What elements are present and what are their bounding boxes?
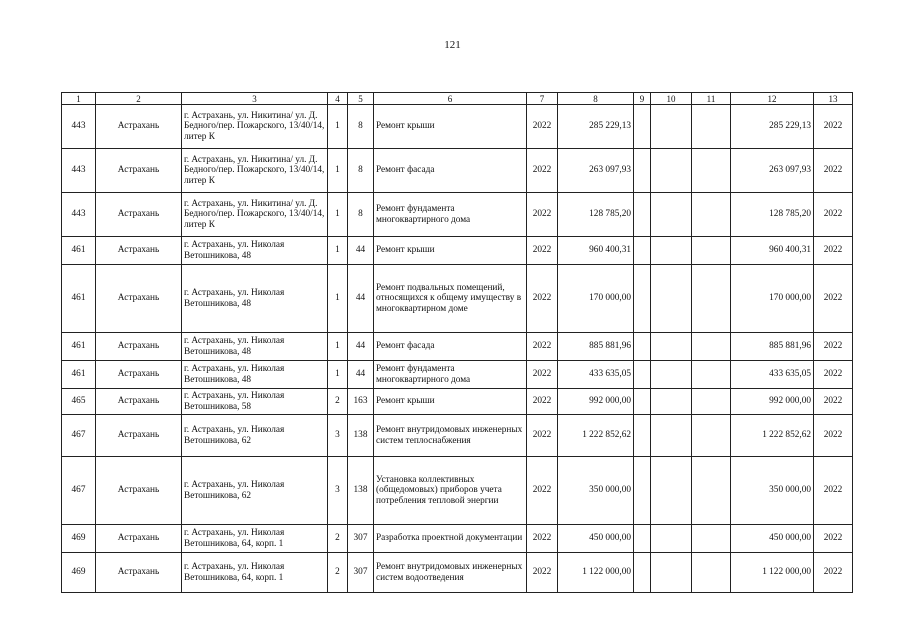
table-cell-col-1: 461 <box>62 265 96 333</box>
table-cell-col-3: г. Астрахань, ул. Никитина/ ул. Д. Бедного/пер. Пожарского, 13/40/14, литер К <box>182 193 328 237</box>
table-cell-col-12: 433 635,05 <box>731 361 814 389</box>
table-cell-col-2: Астрахань <box>96 361 182 389</box>
column-number-9: 9 <box>634 93 651 105</box>
table-cell-col-3: г. Астрахань, ул. Николая Ветошникова, 48 <box>182 361 328 389</box>
table-cell-col-8: 350 000,00 <box>558 457 634 525</box>
table-cell-col-9 <box>634 193 651 237</box>
table-cell-col-11 <box>692 105 731 149</box>
table-cell-col-8: 450 000,00 <box>558 525 634 553</box>
table-cell-col-11 <box>692 237 731 265</box>
table-cell-col-9 <box>634 265 651 333</box>
column-number-7: 7 <box>527 93 558 105</box>
table-cell-col-11 <box>692 265 731 333</box>
table-cell-col-8: 433 635,05 <box>558 361 634 389</box>
table-cell-col-8: 263 097,93 <box>558 149 634 193</box>
table-cell-col-4: 1 <box>328 333 348 361</box>
table-cell-col-6: Ремонт крыши <box>374 237 527 265</box>
table-cell-col-2: Астрахань <box>96 105 182 149</box>
table-cell-col-8: 1 222 852,62 <box>558 415 634 457</box>
table-cell-col-11 <box>692 361 731 389</box>
table-cell-col-12: 285 229,13 <box>731 105 814 149</box>
table-cell-col-1: 465 <box>62 389 96 415</box>
table-row <box>62 149 853 193</box>
table-cell-col-11 <box>692 525 731 553</box>
table-cell-col-5: 44 <box>348 361 374 389</box>
table-cell-col-4: 1 <box>328 193 348 237</box>
table-cell-col-10 <box>651 361 692 389</box>
table-cell-col-5: 307 <box>348 525 374 553</box>
table-cell-col-7: 2022 <box>527 105 558 149</box>
table-cell-col-3: г. Астрахань, ул. Николая Ветошникова, 62 <box>182 415 328 457</box>
table-cell-col-12: 1 222 852,62 <box>731 415 814 457</box>
table-cell-col-5: 163 <box>348 389 374 415</box>
table-cell-col-10 <box>651 415 692 457</box>
table-cell-col-5: 8 <box>348 149 374 193</box>
table-cell-col-4: 1 <box>328 149 348 193</box>
table-cell-col-8: 1 122 000,00 <box>558 553 634 593</box>
table-cell-col-2: Астрахань <box>96 457 182 525</box>
table-cell-col-8: 170 000,00 <box>558 265 634 333</box>
table-cell-col-12: 350 000,00 <box>731 457 814 525</box>
table-cell-col-9 <box>634 361 651 389</box>
table-cell-col-7: 2022 <box>527 193 558 237</box>
table-cell-col-9 <box>634 149 651 193</box>
table-cell-col-5: 44 <box>348 333 374 361</box>
table-cell-col-11 <box>692 149 731 193</box>
table-cell-col-11 <box>692 457 731 525</box>
table-cell-col-13: 2022 <box>814 149 853 193</box>
table-cell-col-3: г. Астрахань, ул. Николая Ветошникова, 58 <box>182 389 328 415</box>
table-cell-col-10 <box>651 525 692 553</box>
table-cell-col-3: г. Астрахань, ул. Николая Ветошникова, 48 <box>182 265 328 333</box>
table-cell-col-2: Астрахань <box>96 149 182 193</box>
table-cell-col-9 <box>634 237 651 265</box>
table-cell-col-6: Ремонт крыши <box>374 389 527 415</box>
table-cell-col-12: 450 000,00 <box>731 525 814 553</box>
table-cell-col-4: 1 <box>328 265 348 333</box>
table-cell-col-13: 2022 <box>814 105 853 149</box>
table-cell-col-13: 2022 <box>814 553 853 593</box>
table-row <box>62 193 853 237</box>
table-cell-col-4: 2 <box>328 553 348 593</box>
table-cell-col-13: 2022 <box>814 333 853 361</box>
table-cell-col-6: Ремонт фундамента многоквартирного дома <box>374 193 527 237</box>
table-row <box>62 237 853 265</box>
table-cell-col-7: 2022 <box>527 457 558 525</box>
table-cell-col-13: 2022 <box>814 361 853 389</box>
table-cell-col-3: г. Астрахань, ул. Николая Ветошникова, 64, корп. 1 <box>182 525 328 553</box>
table-cell-col-7: 2022 <box>527 361 558 389</box>
table-cell-col-9 <box>634 553 651 593</box>
column-number-1: 1 <box>62 93 96 105</box>
table-cell-col-4: 1 <box>328 105 348 149</box>
table-cell-col-1: 467 <box>62 415 96 457</box>
table-cell-col-2: Астрахань <box>96 553 182 593</box>
table-cell-col-13: 2022 <box>814 237 853 265</box>
table-cell-col-6: Ремонт фасада <box>374 149 527 193</box>
table-cell-col-5: 138 <box>348 415 374 457</box>
program-table <box>61 92 853 593</box>
table-cell-col-4: 3 <box>328 457 348 525</box>
table-cell-col-3: г. Астрахань, ул. Никитина/ ул. Д. Бедного/пер. Пожарского, 13/40/14, литер К <box>182 105 328 149</box>
table-cell-col-6: Ремонт фасада <box>374 333 527 361</box>
table-cell-col-2: Астрахань <box>96 237 182 265</box>
table-cell-col-12: 960 400,31 <box>731 237 814 265</box>
column-number-4: 4 <box>328 93 348 105</box>
table-cell-col-11 <box>692 193 731 237</box>
table-cell-col-5: 8 <box>348 193 374 237</box>
table-cell-col-5: 44 <box>348 237 374 265</box>
table-cell-col-5: 307 <box>348 553 374 593</box>
table-cell-col-8: 960 400,31 <box>558 237 634 265</box>
table-row <box>62 265 853 333</box>
table-row <box>62 553 853 593</box>
table-cell-col-1: 469 <box>62 525 96 553</box>
table-row <box>62 361 853 389</box>
table-cell-col-1: 467 <box>62 457 96 525</box>
table-cell-col-1: 461 <box>62 237 96 265</box>
table-cell-col-12: 885 881,96 <box>731 333 814 361</box>
table-cell-col-4: 1 <box>328 237 348 265</box>
table-row <box>62 105 853 149</box>
table-row <box>62 389 853 415</box>
table-cell-col-3: г. Астрахань, ул. Николая Ветошникова, 48 <box>182 237 328 265</box>
table-cell-col-10 <box>651 149 692 193</box>
table-cell-col-10 <box>651 553 692 593</box>
table-cell-col-10 <box>651 389 692 415</box>
table-cell-col-1: 443 <box>62 149 96 193</box>
table-cell-col-2: Астрахань <box>96 265 182 333</box>
table-cell-col-7: 2022 <box>527 553 558 593</box>
table-cell-col-9 <box>634 333 651 361</box>
page-number: 121 <box>444 39 461 51</box>
table-cell-col-10 <box>651 457 692 525</box>
table-cell-col-6: Ремонт внутридомовых инженерных систем теплоснабжения <box>374 415 527 457</box>
table-cell-col-4: 1 <box>328 361 348 389</box>
table-cell-col-1: 443 <box>62 193 96 237</box>
column-number-10: 10 <box>651 93 692 105</box>
table-cell-col-3: г. Астрахань, ул. Николая Ветошникова, 64, корп. 1 <box>182 553 328 593</box>
table-cell-col-9 <box>634 105 651 149</box>
table-cell-col-6: Разработка проектной документации <box>374 525 527 553</box>
table-cell-col-2: Астрахань <box>96 415 182 457</box>
column-number-5: 5 <box>348 93 374 105</box>
table-cell-col-6: Ремонт подвальных помещений, относящихся к общему имуществу в многоквартирном доме <box>374 265 527 333</box>
column-number-2: 2 <box>96 93 182 105</box>
table-cell-col-4: 2 <box>328 389 348 415</box>
table-cell-col-11 <box>692 333 731 361</box>
table-cell-col-13: 2022 <box>814 193 853 237</box>
table-cell-col-1: 443 <box>62 105 96 149</box>
header-row <box>62 93 853 105</box>
table-cell-col-9 <box>634 415 651 457</box>
table-cell-col-6: Ремонт крыши <box>374 105 527 149</box>
table-cell-col-8: 285 229,13 <box>558 105 634 149</box>
column-number-3: 3 <box>182 93 328 105</box>
table-cell-col-8: 992 000,00 <box>558 389 634 415</box>
column-number-12: 12 <box>731 93 814 105</box>
table-cell-col-13: 2022 <box>814 265 853 333</box>
table-cell-col-7: 2022 <box>527 525 558 553</box>
table-row <box>62 457 853 525</box>
table-cell-col-7: 2022 <box>527 237 558 265</box>
table-cell-col-5: 8 <box>348 105 374 149</box>
table-cell-col-7: 2022 <box>527 265 558 333</box>
table-cell-col-1: 469 <box>62 553 96 593</box>
table-cell-col-8: 128 785,20 <box>558 193 634 237</box>
table-cell-col-1: 461 <box>62 361 96 389</box>
table-cell-col-4: 2 <box>328 525 348 553</box>
table-cell-col-7: 2022 <box>527 415 558 457</box>
table-cell-col-7: 2022 <box>527 149 558 193</box>
table-cell-col-10 <box>651 237 692 265</box>
column-number-11: 11 <box>692 93 731 105</box>
table-cell-col-7: 2022 <box>527 333 558 361</box>
table-cell-col-3: г. Астрахань, ул. Никитина/ ул. Д. Бедного/пер. Пожарского, 13/40/14, литер К <box>182 149 328 193</box>
table-cell-col-6: Ремонт фундамента многоквартирного дома <box>374 361 527 389</box>
table-cell-col-10 <box>651 193 692 237</box>
table-cell-col-5: 138 <box>348 457 374 525</box>
table-cell-col-12: 992 000,00 <box>731 389 814 415</box>
column-number-8: 8 <box>558 93 634 105</box>
table-cell-col-6: Установка коллективных (общедомовых) приборов учета потребления тепловой энергии <box>374 457 527 525</box>
table-cell-col-12: 170 000,00 <box>731 265 814 333</box>
column-number-6: 6 <box>374 93 527 105</box>
table-cell-col-3: г. Астрахань, ул. Николая Ветошникова, 48 <box>182 333 328 361</box>
table-cell-col-2: Астрахань <box>96 333 182 361</box>
table-cell-col-11 <box>692 389 731 415</box>
table-cell-col-12: 263 097,93 <box>731 149 814 193</box>
table-cell-col-7: 2022 <box>527 389 558 415</box>
table-cell-col-5: 44 <box>348 265 374 333</box>
table-cell-col-13: 2022 <box>814 525 853 553</box>
table-cell-col-9 <box>634 389 651 415</box>
table-cell-col-11 <box>692 415 731 457</box>
table-cell-col-12: 128 785,20 <box>731 193 814 237</box>
table-cell-col-11 <box>692 553 731 593</box>
table-cell-col-12: 1 122 000,00 <box>731 553 814 593</box>
table-cell-col-6: Ремонт внутридомовых инженерных систем водоотведения <box>374 553 527 593</box>
table-cell-col-13: 2022 <box>814 457 853 525</box>
table-cell-col-1: 461 <box>62 333 96 361</box>
table-cell-col-2: Астрахань <box>96 525 182 553</box>
table-cell-col-13: 2022 <box>814 415 853 457</box>
table-cell-col-13: 2022 <box>814 389 853 415</box>
table-row <box>62 415 853 457</box>
table-cell-col-10 <box>651 105 692 149</box>
table-cell-col-2: Астрахань <box>96 193 182 237</box>
table-cell-col-3: г. Астрахань, ул. Николая Ветошникова, 62 <box>182 457 328 525</box>
table-row <box>62 333 853 361</box>
table-cell-col-9 <box>634 525 651 553</box>
table-row <box>62 525 853 553</box>
table-cell-col-10 <box>651 265 692 333</box>
table-cell-col-10 <box>651 333 692 361</box>
table-cell-col-8: 885 881,96 <box>558 333 634 361</box>
table-cell-col-4: 3 <box>328 415 348 457</box>
table-cell-col-2: Астрахань <box>96 389 182 415</box>
table-cell-col-9 <box>634 457 651 525</box>
column-number-13: 13 <box>814 93 853 105</box>
